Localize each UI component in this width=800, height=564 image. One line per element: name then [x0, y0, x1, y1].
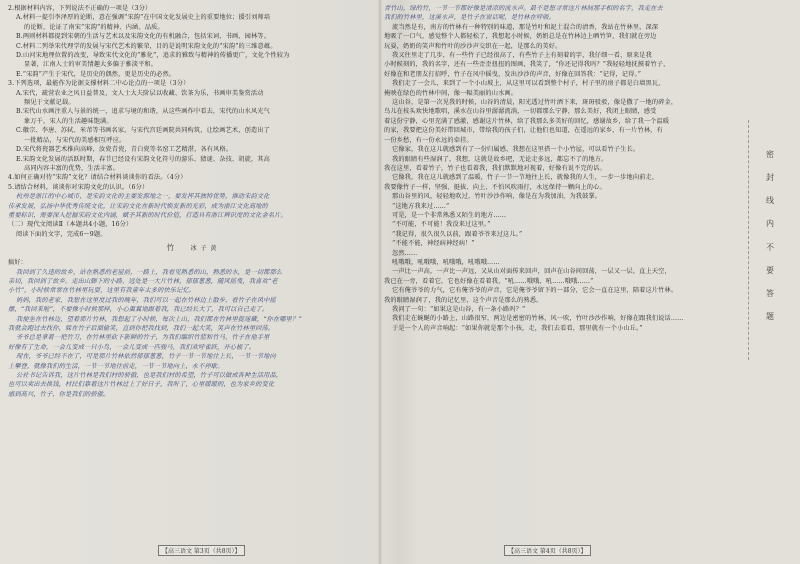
text-line: 它有俺爷爷的力气，它有俺爷爷的声音，它是俺爷爷留下的一部分，它会一直在这里，陪着这片竹林。: [392, 287, 678, 295]
seal-label: 要: [765, 265, 775, 274]
left-page-footer: 【高三语文 第3页（共8页）】: [158, 545, 245, 556]
text-line: 5.请结合材料，谈谈你对宋韵文化的认识。（6分）: [8, 183, 149, 191]
text-line: A.宋代，疏营农业之风日益普及，文人士大夫阶层以收藏、饮茶为乐，书画审美鉴赏活动: [16, 89, 264, 97]
text-line: 于是一个人的声音响起：“如果你就是那个小孩，走，我们去看看，那里就有一个小山丘。”: [392, 324, 643, 332]
text-line: 妈妈，我的老家，我想在这里度过我的晚年，我们可以一起在竹林边上散步，看竹子在风中摇: [16, 296, 276, 304]
story-heading: [8, 241, 376, 256]
seal-label: 封: [765, 173, 775, 182]
text-line: 我的眼睛有些湿润了，我想，这就是故乡吧，无论走多远，都忘不了的地方。: [392, 155, 608, 163]
text-line: B.宋代山水画注重人与景的统一，追求与境的和谐，从这些画作中看去，宋代的山水风光气: [16, 108, 270, 116]
text-line: C.徽宗、李唐、苏轼、米芾等书画名家，与宋代宫廷画院共同构筑，让绘画艺术，创造出了: [16, 127, 270, 135]
right-page: [384, 4, 734, 558]
text-line: 亲切，我回到了故乡。走出山脚下的小路，远处是一大片竹林，郁郁葱葱，随风摇曳，我喜欢“老: [8, 277, 278, 285]
text-line: 重要标识，需要深入挖掘宋韵文化内涵，赋予其新的时代价值，打造具有浙江辨识度的文化金名片。: [8, 211, 287, 219]
story-author: 冰 子 黄: [190, 245, 218, 253]
text-line: 我便坐在竹林边，望着那片竹林，我想起了小时候，每次上山，我们都在竹林里捉迷藏，“你在哪里？”: [16, 315, 302, 323]
right-page-footer: 【高三语文 第4页（共8页）】: [504, 545, 591, 556]
text-line: 可是，是一个非常熟悉又陌生的地方……: [392, 211, 507, 219]
text-line: A.材料一提引李泽厚的论断，意在强调“宋韵”在中国文化发展史上的重要地位；援引刘师培: [16, 14, 271, 22]
text-line: 我已在一旁，看着它，它也好像在看着我，“吼……哦哦，吼……哦哦……”: [384, 277, 594, 285]
text-line: 这山谷，是第一次见我的时候，山谷的清晨，阳光透过竹叶洒下来，斑斑驳驳，像是撒了一地的碎金，: [392, 99, 678, 107]
seal-label: 题: [765, 311, 775, 320]
story-text: [8, 258, 376, 399]
text-line: 摆，“我回来啦”，不要像小时候那样，小心翼翼地跟着我，我已经长大了，我可以自己走了。: [8, 306, 269, 314]
text-line: “我记得，很久很久以前，跟着爷爷来过这儿。”: [392, 230, 523, 238]
text-line: 我们的竹林里，这溪水声，是竹子在说话呢，是竹林在呼吸。: [384, 14, 556, 22]
text-line: 它像我，我在这儿就感到了温暖，竹子一节一节地往上长，就像我的人生，一步一步地向前走，: [392, 174, 659, 182]
text-line: 上攀登，就像我们的生活，一节一节地往前走，一节一节地向上，永不停歇。: [8, 362, 224, 370]
text-line: 高同内容丰富的优势，生活丰富。: [24, 164, 120, 172]
text-line: D.宋代将瓷器艺术推向高峰，汝瓷青瓷，青白瓷等名窑工艺精湛，各有风格。: [16, 146, 233, 154]
text-line: 我又往里走了几步，有一些竹子已经很高了，有些竹子上有刻着的字，我仔细一看，原来是我: [392, 52, 652, 60]
text-line: 杭州是浙江的中心城市，是宋韵文化的主要发源地之一，要发挥其独特优势，推动宋韵文化: [16, 193, 270, 201]
text-line: 的论断，论证了南宋“宋韵”的精神、内涵、品质。: [24, 23, 164, 31]
text-line: B.两则材料都提到宋朝的生活与艺术以及宋韵文化的有机融合，包括宋词、书画、园林等。: [16, 33, 270, 41]
text-line: 小时候刻的，我的名字，还有一些歪歪扭扭的图画，我笑了，“你还记得我吗？”我轻轻地抚摸着竹子，: [384, 61, 670, 69]
seal-label: 内: [765, 219, 775, 228]
page-fold: [378, 0, 382, 564]
text-line: “不可能，不可能！我没来过这里。”: [392, 221, 491, 229]
text-line: 我要像竹子一样，坚强、挺拔、向上，不怕风吹雨打，永远保持一颗向上的心。: [384, 183, 606, 191]
text-line: 3.下列选项，最能作为论据支撑材料二中心论点的一项是（3分）: [8, 80, 190, 88]
text-line: 传承发展，弘扬中华优秀传统文化，让宋韵文化在新时代焕发新的光彩，成为浙江文化高地的: [8, 202, 268, 210]
text-line: E.“宋韵”产生于宋代，是历史的偶然，更是历史的必然。: [16, 70, 176, 78]
seal-label: 不: [765, 242, 775, 251]
text-line: 地吸了一口气，感觉整个人都轻松了，我想起小时候，奶奶总是在竹林边上晒竹笋，我们就在旁边: [384, 33, 657, 41]
text-line: 现在，爷爷已经不在了，可是那片竹林依然郁郁葱葱，竹子一节一节地往上长，一节一节地向: [16, 353, 276, 361]
text-line: 我在这里，看着竹子，竹子也看着我，我们默默地对视着，好像有说不完的话。: [384, 164, 606, 172]
text-line: 频见于文献记载。: [24, 99, 75, 107]
left-questions: [8, 4, 376, 239]
text-line: 4.如何正确对待“宋韵”文化？请结合材料谈谈你的看法。（4分）: [8, 174, 187, 182]
text-line: 公社书记告诉我，这片竹林是我们村的骄傲，也是我们村的希望，竹子可以做成各种生活用品，: [16, 372, 283, 380]
text-line: 爷爷总是拿着一把竹刀，在竹林里砍下新鲜的竹子，为我们编织竹篮和竹马，竹子在他手里: [16, 334, 270, 342]
text-line: 显著，江南人士的审美情趣大多偏于雅淡平和。: [24, 61, 158, 69]
story-title: 竹: [166, 243, 177, 253]
text-line: D.山河宋地理位置的改变，导致宋代文化的“雅化”，追求的雅致与精神的传播更广，文化个性较为: [16, 52, 290, 60]
text-line: 鸟儿在枝头欢快地歌唱，溪水在山谷里潺潺流淌，一切都那么宁静，那么美好，我闭上眼睛，感受: [384, 108, 657, 116]
text-line: 我们走在蜿蜒的小路上，山路很窄，两边是密密的竹林，风一吹，竹叶沙沙作响，好像在跟我们说话……: [392, 315, 684, 323]
text-line: 好像有了生命，一会儿变成一只小鸟，一会儿变成一匹骏马，我们欢呼雀跃，开心极了。: [8, 343, 256, 351]
text-line: 一份乡愁，有一份永远的牵挂。: [384, 136, 473, 144]
text-line: 流当然是有，南方的竹林有一种特别的味道，那是竹叶和泥土混合的清香，我站在竹林里，深深: [392, 23, 659, 31]
text-line: 一批精品，与宋代的美感相互呼应。: [24, 136, 126, 144]
seal-label: 线: [765, 196, 775, 205]
text-line: 感到高兴，竹子，你是我们的骄傲。: [8, 390, 110, 398]
text-line: 我问了一句：“如果这是山谷，有一条小路吗？”: [392, 306, 526, 313]
text-line: 吼哦哦，吼哦哦，吼哦哦，吼哦哦……: [392, 258, 500, 266]
text-line: C.材料二列举宋代理学的发展与宋代艺术的繁荣，目的是说明宋韵文化的“宋韵”的三维意蕴。: [16, 42, 277, 50]
text-line: 它像家，我在这儿就感到有了一份归属感，我想在这里搭一个小竹屋，可以看竹子生长。: [392, 146, 640, 154]
text-line: 玩耍，奶奶的笑声和竹叶的沙沙声交织在一起，是那么的美好。: [384, 42, 562, 50]
text-line: 搞好：: [8, 259, 28, 267]
text-line: 我就会跑过去找你，躲在竹子后面偷笑，直到你把我找到，我们一起大笑，笑声在竹林里回荡。: [8, 325, 275, 332]
text-line: 阅读下面的文字，完成6～9题。: [16, 230, 107, 238]
text-line: 小竹”，小时候常常在竹林里玩耍，这里有我童年太多的快乐记忆。: [8, 287, 196, 295]
text-line: 我们走了一会儿，来到了一个小山坡上，从这里可以看到整个村子，村子里的房子都是白墙黑瓦，: [392, 80, 665, 88]
text-line: 的家，我要把这份美好带回城市，带给我的孩子们，让他们也知道，在遥远的家乡，有一片竹林，有: [384, 127, 663, 135]
text-line: 那山谷里的风，轻轻地吹过，竹叶沙沙作响，像是在为我加油，为我鼓掌。: [392, 193, 602, 201]
text-line: “这地方我来过……”: [392, 202, 450, 210]
seal-label: 密: [765, 150, 775, 158]
text-line: 忽然……: [392, 249, 418, 257]
left-page: [8, 4, 376, 558]
text-line: E.宋韵文化发展的活跃时期，春节已经设有宋韵文化符号的游乐、猜谜、杂技、胡旋，其高: [16, 155, 270, 163]
text-line: 好像在和老朋友打招呼，竹子在风中摇曳，发出沙沙的声音，好像在回答我：“记得，记得。”: [384, 70, 642, 78]
seal-line: [748, 120, 750, 360]
seal-label: 答: [765, 288, 775, 297]
seal-line-labels: [752, 150, 788, 320]
text-line: 青竹山，绿的竹，一节一节都好像是清凉的流水声。最不是想寻常这片林间那手相的名字，我走在去: [384, 5, 663, 12]
text-line: 象万千，宋人的生活趣味饱满。: [24, 117, 113, 125]
text-line: 一声比一声高，一声比一声远，又从山对面传来回声，回声在山谷间回荡，一层又一层，直上天空，: [392, 268, 671, 276]
text-line: 我回到了久违的故乡，站在熟悉的老屋前，一路上，我看见熟悉的山，熟悉的水，是一切都那么: [16, 268, 283, 276]
text-line: （二）现代文阅读Ⅱ（本题共4小题，16分）: [8, 221, 133, 229]
text-line: 掩映在绿色的竹林中间，像一幅美丽的山水画。: [384, 89, 518, 97]
text-line: 我的眼睛湿润了，我的记忆里，这个声音是那么的熟悉。: [384, 296, 543, 304]
text-line: 着这份宁静，心里充满了感激，感谢这片竹林，给了我那么多美好的回忆，感谢故乡，给了我一个温暖: [384, 117, 670, 125]
text-line: “不能不能，神经病神经病！”: [392, 240, 475, 248]
text-line: 2.根据材料内容，下列说法不正确的一项是（3分）: [8, 5, 152, 12]
text-line: 也可以卖出去换钱，村民们靠着这片竹林过上了好日子，我听了，心里暖暖的，也为家乡的变化: [8, 381, 275, 389]
right-story-text: [384, 4, 734, 333]
